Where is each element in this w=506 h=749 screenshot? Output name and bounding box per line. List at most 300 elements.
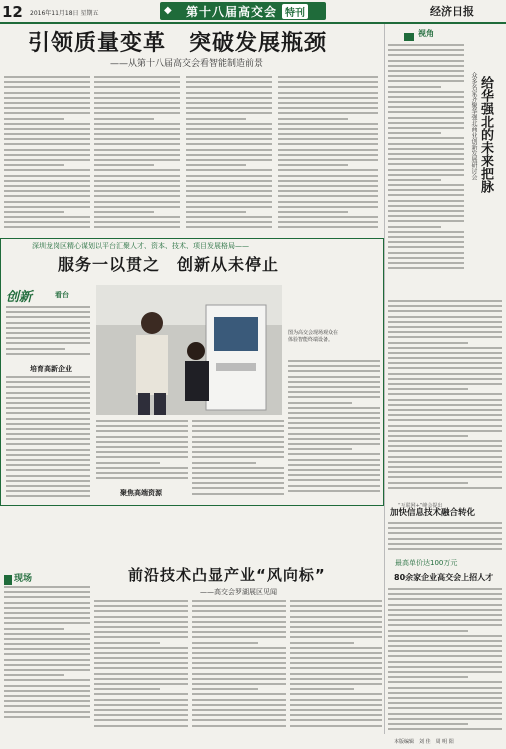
text-line <box>192 472 284 474</box>
text-line <box>388 220 464 222</box>
text-line <box>288 490 380 492</box>
text-line <box>6 337 90 339</box>
right-column-text-2 <box>388 300 502 492</box>
text-line <box>388 383 502 385</box>
text-line <box>186 206 272 208</box>
text-line <box>94 719 188 721</box>
bottom-text-col-3 <box>192 600 286 730</box>
text-line <box>186 149 272 151</box>
newspaper-masthead: 经济日报 <box>430 5 474 18</box>
text-line <box>192 600 286 602</box>
text-line <box>4 664 90 666</box>
text-line <box>4 596 90 598</box>
text-line <box>186 221 272 223</box>
text-line <box>192 719 286 721</box>
text-line <box>278 180 378 182</box>
text-line <box>388 425 502 427</box>
text-line <box>192 688 258 690</box>
right-column-subhead-1: 加快信息技术融合转化 <box>390 508 476 518</box>
text-line <box>6 327 90 329</box>
text-line <box>288 365 380 367</box>
text-line <box>94 143 180 145</box>
text-line <box>6 306 90 308</box>
text-line <box>192 493 284 495</box>
text-line <box>94 693 188 695</box>
text-line <box>278 76 378 78</box>
text-line <box>6 428 90 430</box>
text-line <box>192 631 286 633</box>
text-line <box>4 112 90 114</box>
lead-headline: 引领质量变革 突破发展瓶颈 <box>28 31 328 56</box>
text-line <box>290 647 382 649</box>
text-line <box>4 711 90 713</box>
text-line <box>94 673 188 675</box>
text-line <box>388 723 468 725</box>
text-line <box>94 169 180 171</box>
text-line <box>6 376 90 378</box>
feature-kicker: 深圳龙岗区精心谋划以平台汇聚人才、资本、技术、项目发展格局—— <box>32 242 249 250</box>
text-line <box>388 169 464 171</box>
text-line <box>4 705 90 707</box>
text-line <box>288 386 380 388</box>
text-line <box>388 367 502 369</box>
text-line <box>278 118 348 120</box>
text-line <box>290 709 382 711</box>
right-column-vertical-title: 给华强北的未来把脉 <box>478 76 493 193</box>
text-line <box>388 54 464 56</box>
text-line <box>6 332 90 334</box>
text-line <box>388 205 464 207</box>
text-line <box>388 75 464 77</box>
text-line <box>388 630 468 632</box>
text-line <box>278 92 378 94</box>
right-column-section-mark: 视角 <box>418 29 434 38</box>
text-line <box>192 725 286 727</box>
text-line <box>388 414 502 416</box>
text-line <box>192 425 284 427</box>
bottom-text-col-4 <box>290 600 382 730</box>
text-line <box>288 464 380 466</box>
text-line <box>388 702 502 704</box>
feature-subhead-2: 聚焦高端资源 <box>120 489 162 497</box>
text-line <box>96 472 188 474</box>
text-line <box>288 370 380 372</box>
text-line <box>192 652 286 654</box>
feature-subhead-1: 培育高新企业 <box>30 365 72 373</box>
text-line <box>4 169 90 171</box>
text-line <box>290 631 382 633</box>
text-line <box>94 626 188 628</box>
text-line <box>388 174 464 176</box>
text-line <box>94 688 160 690</box>
text-line <box>4 206 90 208</box>
text-line <box>6 402 90 404</box>
text-line <box>388 538 502 540</box>
text-line <box>278 112 378 114</box>
text-line <box>288 412 380 414</box>
text-line <box>290 688 354 690</box>
text-line <box>4 211 64 213</box>
text-line <box>192 657 286 659</box>
text-line <box>94 112 180 114</box>
text-line <box>4 102 90 104</box>
text-line <box>6 438 90 440</box>
text-line <box>6 316 90 318</box>
text-line <box>186 128 272 130</box>
text-line <box>6 454 90 456</box>
text-line <box>278 102 378 104</box>
text-line <box>192 462 256 464</box>
text-line <box>94 175 180 177</box>
text-line <box>192 605 286 607</box>
text-line <box>4 700 90 702</box>
text-line <box>278 195 378 197</box>
text-line <box>388 153 464 155</box>
text-line <box>388 65 464 67</box>
text-line <box>186 86 272 88</box>
text-line <box>288 479 380 481</box>
text-line <box>192 436 284 438</box>
feature-text-col-3 <box>192 420 284 498</box>
text-line <box>290 642 354 644</box>
text-line <box>290 652 382 654</box>
text-line <box>278 97 378 99</box>
text-line <box>94 185 180 187</box>
text-line <box>94 102 180 104</box>
text-line <box>94 92 180 94</box>
text-line <box>388 409 502 411</box>
text-line <box>4 107 90 109</box>
text-line <box>6 348 65 350</box>
text-line <box>388 399 502 401</box>
text-line <box>94 616 188 618</box>
text-line <box>94 621 188 623</box>
text-line <box>388 362 502 364</box>
text-line <box>192 709 286 711</box>
right-column-text-3 <box>388 522 502 553</box>
text-line <box>192 616 286 618</box>
text-line <box>388 163 464 165</box>
text-line <box>4 643 90 645</box>
text-line <box>4 591 90 593</box>
text-line <box>388 482 468 484</box>
right-column-subhead-2: 80余家企业高交会上招人才 <box>394 573 494 582</box>
text-line <box>96 456 188 458</box>
text-line <box>388 440 502 442</box>
text-line <box>94 647 188 649</box>
text-line <box>4 81 90 83</box>
text-line <box>388 316 502 318</box>
text-line <box>94 180 180 182</box>
text-line <box>6 464 90 466</box>
text-line <box>388 231 464 233</box>
text-line <box>288 485 380 487</box>
text-line <box>388 127 464 129</box>
text-line <box>186 112 272 114</box>
text-line <box>4 195 90 197</box>
text-line <box>186 169 272 171</box>
text-line <box>388 44 464 46</box>
text-line <box>192 647 286 649</box>
text-line <box>388 342 468 344</box>
text-line <box>6 485 90 487</box>
text-line <box>388 487 502 489</box>
text-line <box>96 436 188 438</box>
text-line <box>96 446 188 448</box>
text-line <box>186 154 272 156</box>
text-line <box>388 352 502 354</box>
text-line <box>288 391 380 393</box>
text-line <box>288 448 352 450</box>
text-line <box>290 699 382 701</box>
text-line <box>94 190 180 192</box>
text-line <box>96 430 188 432</box>
text-line <box>186 185 272 187</box>
text-line <box>388 70 464 72</box>
text-line <box>388 450 502 452</box>
text-line <box>94 631 188 633</box>
text-line <box>388 671 502 673</box>
text-line <box>388 101 464 103</box>
text-line <box>388 655 502 657</box>
text-line <box>4 716 90 718</box>
feature-text-col-4 <box>288 360 380 495</box>
page-footer: 本版编辑 刘 佳 周 明 阳 <box>394 739 454 745</box>
text-line <box>94 128 180 130</box>
text-line <box>6 423 90 425</box>
text-line <box>278 86 378 88</box>
text-line <box>96 451 188 453</box>
text-line <box>192 487 284 489</box>
text-line <box>4 648 90 650</box>
text-line <box>192 482 284 484</box>
text-line <box>290 636 382 638</box>
text-line <box>192 441 284 443</box>
text-line <box>4 154 90 156</box>
text-line <box>186 195 272 197</box>
text-line <box>6 469 90 471</box>
text-line <box>388 373 502 375</box>
text-line <box>290 605 382 607</box>
text-line <box>192 662 286 664</box>
text-line <box>186 143 272 145</box>
text-line <box>192 667 286 669</box>
text-line <box>288 402 352 404</box>
text-line <box>186 180 272 182</box>
text-line <box>288 427 380 429</box>
text-line <box>192 446 284 448</box>
text-line <box>388 430 502 432</box>
text-line <box>192 642 258 644</box>
text-line <box>94 610 188 612</box>
text-line <box>4 201 90 203</box>
text-line <box>94 216 180 218</box>
feature-title: 服务一以贯之 创新从未停止 <box>58 255 280 274</box>
text-line <box>4 628 64 630</box>
text-line <box>388 527 502 529</box>
text-line <box>94 154 180 156</box>
text-line <box>288 376 380 378</box>
text-line <box>388 80 464 82</box>
text-line <box>388 614 502 616</box>
right-column-text-4 <box>388 588 502 733</box>
text-line <box>388 148 464 150</box>
text-line <box>186 159 272 161</box>
bottom-title: 前沿技术凸显产业“风向标” <box>128 566 326 584</box>
text-line <box>388 388 468 390</box>
text-line <box>288 360 380 362</box>
text-line <box>94 159 180 161</box>
text-line <box>288 417 380 419</box>
text-line <box>94 725 188 727</box>
text-line <box>6 397 90 399</box>
text-line <box>4 138 90 140</box>
text-line <box>6 407 90 409</box>
text-line <box>94 704 188 706</box>
text-line <box>278 211 348 213</box>
text-line <box>96 441 188 443</box>
text-line <box>96 467 188 469</box>
text-line <box>4 679 90 681</box>
text-line <box>288 443 380 445</box>
text-line <box>6 412 90 414</box>
text-line <box>4 674 64 676</box>
text-line <box>388 728 502 730</box>
text-line <box>388 697 502 699</box>
text-line <box>288 396 380 398</box>
text-line <box>388 179 441 181</box>
banner-diamond-icon: ◆ <box>164 5 172 16</box>
text-line <box>96 420 188 422</box>
text-line <box>388 246 464 248</box>
text-line <box>388 357 502 359</box>
text-line <box>94 118 154 120</box>
text-line <box>388 707 502 709</box>
text-line <box>186 190 272 192</box>
text-line <box>94 678 188 680</box>
text-line <box>278 221 378 223</box>
text-line <box>94 605 188 607</box>
text-line <box>388 635 502 637</box>
text-line <box>192 699 286 701</box>
text-line <box>94 123 180 125</box>
text-line <box>94 133 180 135</box>
text-line <box>278 128 378 130</box>
text-line <box>4 602 90 604</box>
lead-text-col-4 <box>278 76 378 232</box>
feature-text-col-1 <box>6 306 90 358</box>
text-line <box>186 175 272 177</box>
text-line <box>4 669 90 671</box>
text-line <box>4 164 64 166</box>
text-line <box>4 118 64 120</box>
text-line <box>288 381 380 383</box>
right-column-kicker-2: 最高单价达100万元 <box>395 559 458 567</box>
text-line <box>388 300 502 302</box>
text-line <box>192 477 284 479</box>
text-line <box>4 638 90 640</box>
feature-text-col-2 <box>96 420 188 482</box>
text-line <box>388 106 464 108</box>
text-line <box>4 123 90 125</box>
text-line <box>6 353 90 355</box>
text-line <box>388 435 468 437</box>
text-line <box>388 604 502 606</box>
bottom-text-col-2 <box>94 600 188 730</box>
text-line <box>388 184 464 186</box>
text-line <box>388 718 502 720</box>
text-line <box>192 456 284 458</box>
right-column-text <box>388 44 464 272</box>
text-line <box>388 331 502 333</box>
text-line <box>4 612 90 614</box>
text-line <box>186 76 272 78</box>
bottom-section-label: 现场 <box>14 574 33 584</box>
text-line <box>186 164 246 166</box>
text-line <box>94 226 180 228</box>
text-line <box>94 652 188 654</box>
text-line <box>290 657 382 659</box>
text-line <box>388 476 502 478</box>
text-line <box>388 466 502 468</box>
text-line <box>192 430 284 432</box>
feature-text-col-1b <box>6 376 90 501</box>
text-line <box>4 633 90 635</box>
text-line <box>94 149 180 151</box>
banner-title: 第十八届高交会 <box>186 5 278 19</box>
text-line <box>192 704 286 706</box>
text-line <box>278 123 378 125</box>
text-line <box>278 206 378 208</box>
text-line <box>290 683 382 685</box>
text-line <box>290 621 382 623</box>
text-line <box>186 118 246 120</box>
text-line <box>94 107 180 109</box>
text-line <box>192 673 286 675</box>
text-line <box>94 164 154 166</box>
text-line <box>94 221 180 223</box>
column-rule <box>384 24 385 734</box>
right-column-tag: “互联网+”峰会提出 <box>398 503 443 509</box>
text-line <box>192 714 286 716</box>
text-line <box>388 137 464 139</box>
text-line <box>94 201 180 203</box>
text-line <box>192 467 284 469</box>
text-line <box>388 471 502 473</box>
text-line <box>288 474 380 476</box>
text-line <box>388 588 502 590</box>
text-line <box>4 185 90 187</box>
text-line <box>388 445 502 447</box>
text-line <box>4 143 90 145</box>
text-line <box>4 226 90 228</box>
text-line <box>192 636 286 638</box>
text-line <box>94 76 180 78</box>
text-line <box>94 642 160 644</box>
text-line <box>278 169 378 171</box>
text-line <box>288 438 380 440</box>
text-line <box>278 133 378 135</box>
text-line <box>4 617 90 619</box>
text-line <box>4 221 90 223</box>
text-line <box>186 107 272 109</box>
text-line <box>290 662 382 664</box>
text-line <box>94 636 188 638</box>
text-line <box>388 461 502 463</box>
text-line <box>192 693 286 695</box>
text-line <box>288 433 380 435</box>
text-line <box>6 495 90 497</box>
